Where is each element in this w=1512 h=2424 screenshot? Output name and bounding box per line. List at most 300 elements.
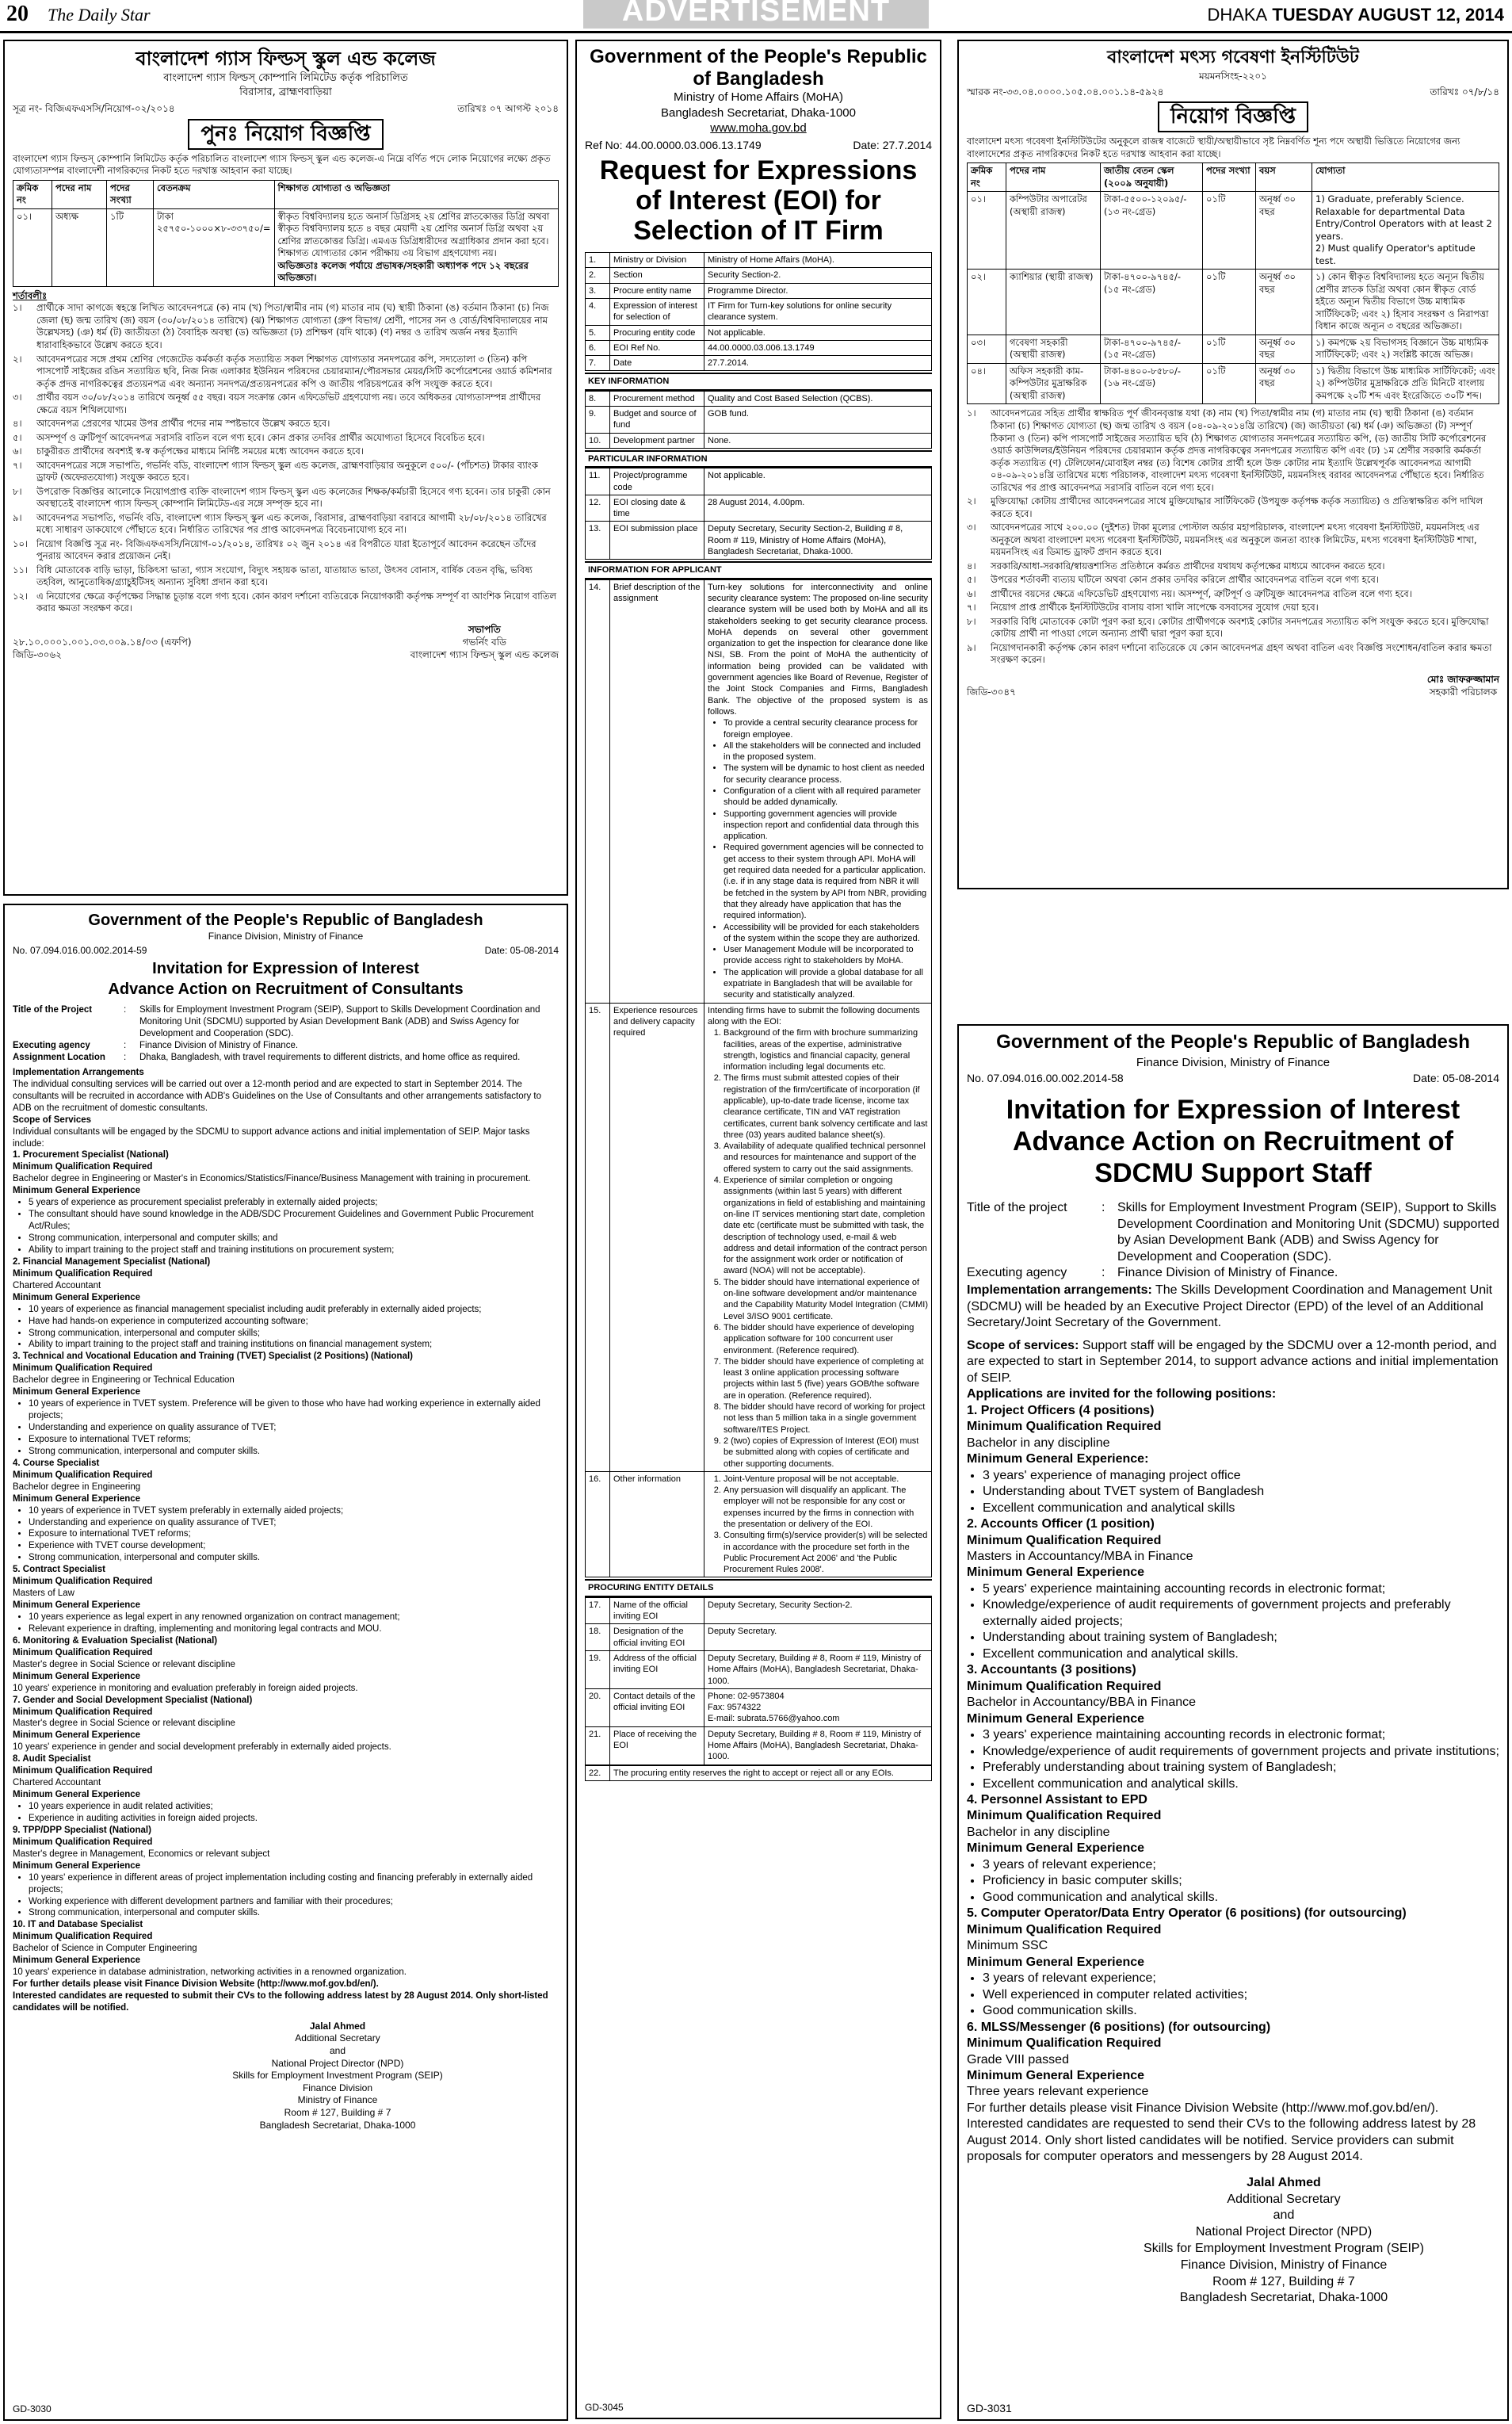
position-me-label: Minimum General Experience [13,1600,141,1611]
cell: Phone: 02-9573804 Fax: 9574322 E-mail: subrata.5766@yahoo.com [704,1688,932,1726]
position-experience-text: Three years relevant experience [967,2085,1149,2099]
ad5-positions [967,1403,1499,2101]
condition-number: ১০। [13,537,29,549]
condition-text: সরকারি বিধি মোতাবেক কোটা পূরণ করা হবে। কোটার প্রার্থীগণকে অবশ্যই কোটার সনদপত্রের সত্যায়িত কপি সংযুক্ত করতে হবে। মুক্তিযোদ্ধা কোটায় প্রার্থী না পাওয়া গেলে অন্যান্য প্রার্থী দ্বারা পূরণ করা হবে। [991,615,1489,640]
ad2-address: Bangladesh Secretariat, Dhaka-1000 [661,105,856,120]
cell: Ministry or Division [610,253,704,268]
ad1-code: জিডি-৩০৬২ [13,649,62,661]
ad4-interested: Interested candidates are requested to submit their CVs to the following address latest by 28 August 2014. Only short-listed candidates will be notified. [13,1991,548,2013]
experience: অভিজ্ঞতাঃ কলেজ পর্যায়ে প্রভাষক/সহকারী অধ্যাপক পদে ১২ বছরের অভিজ্ঞতা। [277,259,529,284]
signature-title: সভাপতি [468,623,501,635]
cell: কম্পিউটার অপারেটর (অস্থায়ী রাজস্ব) [1006,192,1101,270]
r14-intro: Turn-key solutions for interconnectivity and online security clearance system: The proposed on-line security clearance system will be used both by MoHA and all its stakeholders seeking to get security clearance process. MoHA depends on several other government organization to get the inspection for clearance done like NSI, SB. From the point of MoHA the authenticity of information being provided can be validated with government agencies like Board of Revenue, Register of the Joint Stock Companies and Firms, Bangladesh Bank. The objective of the proposed system is as follows. [708,582,928,717]
position-me-label: Minimum General Experience [13,1186,141,1196]
cell: Deputy Secretary, Security Section-2. [704,1597,932,1624]
condition-item [13,445,559,458]
r15-intro: Intending firms have to submit the following documents along with the EOI: [708,1005,920,1027]
position-title: 3. Accountants (3 positions) [967,1663,1136,1677]
list-item: 8. The bidder should have record of working for project not less than 5 million taka in a single government software/ITES Project. [724,1401,928,1436]
cell: GOB fund. [704,407,932,434]
table-row [586,1624,932,1651]
position-mq-text: Masters in Accountancy/MBA in Finance [967,1549,1193,1563]
ad1-sub1: বাংলাদেশ গ্যাস ফিল্ডস্ কোম্পানি লিমিটেড কর্তৃক পরিচালিত [163,72,408,85]
ad3-date: তারিখঃ ০৭/৮/১৪ [1430,86,1499,97]
ad1-table [13,180,559,287]
kv-sep: : [1102,1266,1105,1280]
list-item: • Knowledge/experience of audit requirements of government projects and preferably externally aided projects; [983,1597,1499,1630]
ad2-code: GD-3045 [585,2402,624,2414]
condition-number: ৪। [967,560,976,572]
list-item: 1. Joint-Venture proposal will be not acceptable. [724,1474,928,1485]
condition-number: ১১। [13,564,29,575]
ad1-title: বাংলাদেশ গ্যাস ফিল্ডস্ স্কুল এন্ড কলেজ [136,48,436,70]
condition-number: ২। [13,353,22,365]
condition-text: আবেদনপত্রের সাথে ২০০.০০ (দুইশত) টাকা মূল্যের পোস্টাল অর্ডার মহাপরিচালক, বাংলাদেশ মৎস্য গবেষণা ইনস্টিটিউট, ময়মনসিংহ এর অনুকূলে অথবা বাংলাদেশ মৎস্য গবেষণা ইনস্টিটিউট, ময়মনসিংহ এর অনুকূলে জনতা ব্যাংক লিমিটেড, মৎস্য গবেষণা ইনস্টিটিউট শাখা, ময়মনসিংহ এর ডিমান্ড ড্রাফট প্রদান করতে হবে। [991,522,1480,558]
position-me-label: Minimum General Experience [967,1955,1145,1969]
condition-number: ৫। [967,574,976,586]
kv-key: Executing agency [13,1041,90,1050]
ad4-positions [13,1149,559,1979]
position-experience-list [967,1727,1499,1792]
ad1-th: পদের সংখ্যা [107,180,154,208]
position-mq-label: Minimum Qualification Required [967,1922,1162,1937]
condition-text: এ নিয়োগের ক্ষেত্রে কর্তৃপক্ষের সিদ্ধান্ত চূড়ান্ত বলে গণ্য হবে। কোন কারণ দর্শানো ব্যতিরেকে নিয়োগকারী কর্তৃপক্ষ সম্পূর্ণ বা আংশিক নিয়োগ বাতিল করার ক্ষমতা সংরক্ষণ করে। [36,590,557,614]
signature-line: National Project Director (NPD) [1195,2225,1373,2239]
position-me-label: Minimum General Experience [967,2068,1145,2082]
condition-item [967,495,1499,520]
table-row [586,433,932,448]
ad5-no: No. 07.094.016.00.002.2014-58 [967,1071,1124,1084]
r16-list [708,1474,928,1576]
dateline-city: DHAKA [1207,5,1268,25]
position-me-label: Minimum General Experience [13,1493,141,1504]
list-item: • All the stakeholders will be connected and included in the proposed system. [724,740,928,763]
cell: Brief description of the assignment [610,579,704,1003]
ad4-further: For further details please visit Finance Division Website (http://www.mof.gov.bd/en/). [13,1979,379,1990]
cell: Address of the official inviting EOI [610,1650,704,1688]
condition-text: সরকারি/আধা-সরকারি/স্বায়ত্তশাসিত প্রতিষ্ঠানে কর্মরত প্রার্থীদের যথাযথ কর্তৃপক্ষের মাধ্যমে আবেদন করতে হবে। [991,560,1385,572]
list-item: 3. Availability of adequate qualified technical personnel and resources for maintenance and support of the offered system to carry out the said assignments. [724,1141,928,1175]
cell: টাকা-৪৪০০-৮৫৮০/- (১৬ নং-গ্রেড) [1101,363,1203,404]
table-row [968,363,1499,404]
cell: Ministry of Home Affairs (MoHA). [704,253,932,268]
table-row [13,208,559,286]
list-item: • Relevant experience in drafting, implementing and monitoring legal contracts and MOU. [29,1623,559,1635]
condition-item [13,486,559,510]
ad-moha-eoi [575,40,941,2419]
condition-text: উপরের শর্তাবলী ব্যত্যয় ঘটিলে অথবা কোন প্রকার তদবির করিলে প্রার্থীর আবেদনপত্র বাতিল বলে গণ্য হবে। [991,574,1379,586]
cell: 27.7.2014. [704,356,932,371]
kv-sep: : [1102,1201,1105,1215]
ad1-conditions-title: শর্তাবলীঃ [13,289,48,301]
cell: অনূর্ধ্ব ৩০ বছর [1256,335,1312,363]
cell: 16. [586,1471,610,1577]
position-me-label: Minimum General Experience [967,1711,1145,1726]
signature-title: সহকারী পরিচালক [1429,686,1498,698]
list-item: • Understanding and experience on quality assurance of TVET; [29,1517,559,1529]
position-me-label: Minimum General Experience [13,1292,141,1302]
list-item: • Experience with TVET course development; [29,1540,559,1552]
list-item: • Strong communication, interpersonal and computer skills; and [29,1233,559,1244]
position-mq-text: Chartered Accountant [13,1280,101,1290]
position-experience-text: 10 years' experience in gender and social development preferably in externally aided projects. [13,1742,391,1753]
list-item: 5. The bidder should have international experience of on-line software development and/or maintenance and the Capability Maturity Model Integration (CMMI) Level 3/ISO 9001 certificate. [724,1277,928,1322]
position-me-label: Minimum General Experience: [967,1452,1149,1466]
ad-gas-fields-school [3,40,568,896]
ad5-code: GD-3031 [967,2402,1012,2415]
ad-sdcmu-support-staff [957,1024,1509,2421]
position-title: 5. Computer Operator/Data Entry Operator (6 positions) (for outsourcing) [967,1906,1407,1921]
cell: Place of receiving the EOI [610,1726,704,1764]
table-row [586,1471,932,1577]
cell: IT Firm for Turn-key solutions for online security clearance system. [704,299,932,326]
cell: Security Section-2. [704,268,932,283]
list-item: • 10 years of experience in TVET system. Preference will be given to those who have had working experience in externally aided projects; [29,1398,559,1422]
list-item: • The consultant should have sound knowledge in the ADB/SDC Procurement Guidelines and Government Public Procurement Act/Rules; [29,1209,559,1233]
ad2-title: Government of the People's Republic of Bangladesh [590,46,927,90]
list-item: • Required government agencies will be connected to get access to their system through API. MoHA will get required data needed for a particular application. (i.e. if in any stage data is required from NBR it will be fetched in the system by API from NBR, providing that they already have application that has the required information). [724,842,928,921]
position-mq-text: Grade VIII passed [967,2052,1069,2067]
signature-line: Skills for Employment Investment Program (SEIP) [232,2070,443,2082]
kv-key: Assignment Location [13,1052,105,1062]
signature-line: National Project Director (NPD) [271,2057,404,2069]
position-experience-text: 10 years' experience in monitoring and evaluation preferably in foreign aided projects. [13,1683,358,1693]
position-mq-text: Bachelor in any discipline [967,1825,1110,1839]
position-title: 6. MLSS/Messenger (6 positions) (for outsourcing) [967,2020,1271,2034]
position-title: 4. Course Specialist [13,1458,100,1468]
cell: Other information [610,1471,704,1577]
kv-key: Title of the project [967,1201,1067,1215]
cell: 9. [586,407,610,434]
ad3-conditions [967,407,1499,666]
position-experience-list [13,1505,559,1565]
cell: ০১টি [1203,363,1256,404]
cell: Procure entity name [610,283,704,298]
cell: Development partner [610,433,704,448]
signature-line: Finance Division, Ministry of Finance [1180,2258,1388,2272]
ad-consultants-eoi [3,904,568,2421]
signature-line: Jalal Ahmed [1247,2175,1321,2189]
signature-line: বাংলাদেশ গ্যাস ফিল্ডস্ স্কুল এন্ড কলেজ [410,649,559,661]
ad4-project-info [13,1004,559,1064]
signature-line: Bangladesh Secretariat, Dhaka-1000 [1179,2291,1388,2305]
condition-item [13,418,559,430]
condition-text: প্রার্থীকে সাদা কাগজে স্বহস্তে লিখিত আবেদনপত্রে (ক) নাম (খ) পিতা/স্বামীর নাম (গ) মাতার নাম (ঘ) স্থায়ী ঠিকানা (ঙ) বর্তমান ঠিকানা (চ) নিজ জেলা (ছ) জন্ম তারিখ (জ) বয়স (৩০/০৮/২০১৪ তারিখে) (ঝ) শিক্ষাগত যোগ্যতা (গ্রুপ বিভাগ/ শ্রেণী, পাসের সন ও বোর্ড/বিশ্ববিদ্যালয়ের নাম উল্লেখসহ) (ঞ) ধর্ম (ট) জাতীয়তা (ঠ) বৈবাহিক অবস্থা (ড) অভিজ্ঞতা (ঢ) প্রশিক্ষণ (যদি থাকে) (ণ) নম্বর ও তারিখ অর্জন নম্বর ইত্যাদি ধারাবাহিকভাবে উল্লেখ করতে হবে। [36,302,549,350]
condition-text: নিয়োগ প্রাপ্ত প্রার্থীকে ইনস্টিটিউটের বাসায় বাসা খালি সাপেক্ষে বসবাসের সুযোগ দেয়া হবে। [991,602,1319,614]
list-item: • Preferably understanding about training system of Bangladesh; [983,1760,1499,1776]
signature-line: Additional Secretary [1227,2192,1341,2206]
ad3-table [967,162,1499,404]
ad1-th: শিক্ষাগত যোগ্যতা ও অভিজ্ঞতা [274,180,558,208]
ad2-table-key [585,391,932,449]
kv-key: Executing agency [967,1266,1067,1280]
masthead [0,0,1512,33]
table-row [968,335,1499,363]
cell: 6. [586,340,610,355]
list-item: • Exposure to international TVET reforms; [29,1434,559,1446]
dateline-date: TUESDAY AUGUST 12, 2014 [1272,5,1504,25]
cell: EOI submission place [610,522,704,560]
ad2-table-procuring [585,1597,932,1765]
condition-text: অসম্পূর্ণ ও ত্রুটিপূর্ণ আবেদনপত্র সরাসরি বাতিল বলে গণ্য হবে। কোন প্রকার তদবির প্রার্থীর অযোগ্যতা হিসেবে বিবেচিত হবে। [36,431,485,443]
list-item: • 5 years of experience as procurement specialist preferably in externally aided projects; [29,1197,559,1209]
condition-item [967,574,1499,587]
signature-line: গভর্নিং বডি [462,637,506,648]
ad5-impl-text: The Skills Development Coordination and Management Unit (SDCMU) will be headed by an Executive Project Director (EPD) of the level of an Additional Secretary/Joint Secretary of the Government. [967,1283,1493,1330]
list-item: • 10 years of experience in TVET system preferably in externally aided projects; [29,1505,559,1517]
condition-number: ৯। [13,511,22,523]
position-mq-label: Minimum Qualification Required [967,1533,1162,1547]
position-title: 2. Financial Management Specialist (National) [13,1256,211,1267]
cell: Date [610,356,704,371]
position-mq-text: Minimum SSC [967,1939,1048,1953]
cell: ০১। [968,192,1006,270]
ad2-heading: Request for Expressions of Interest (EOI) for Selection of IT Firm [599,155,918,247]
condition-item [967,602,1499,614]
position-mq-label: Minimum Qualification Required [13,1707,153,1717]
condition-number: ৬। [967,587,976,599]
cell: 15. [586,1003,610,1471]
condition-item [967,588,1499,601]
kv-sep: : [124,1052,127,1062]
condition-number: ১। [967,407,976,419]
condition-text: আবেদনপত্রের সঙ্গে সভাপতি, গভর্নিং বডি, বাংলাদেশ গ্যাস ফিল্ডস্ স্কুল এন্ড কলেজ, ব্রাহ্মণবাড়িয়ার অনুকূলে ৫০০/- (পাঁচশত) টাকার ব্যাংক ড্রাফট (অফেরতযোগ্য) সংযুক্ত করতে হবে। [36,459,538,484]
cell [704,1003,932,1471]
list-item: • Strong communication, interpersonal and computer skills. [29,1446,559,1458]
list-item: • Understanding about TVET system of Bangladesh [983,1484,1499,1500]
condition-text: বিধি মোতাবেক বাড়ি ভাড়া, চিকিৎসা ভাতা, গ্যাস সংযোগ, বিদ্যুৎ সহায়ক ভাতা, যাতায়াত ভাতা, উৎসব বোনাস, বার্ষিক বেতন বৃদ্ধি, ভবিষ্য তহবিল, আনুতোষিক/গ্র্যাচুইটিসহ অন্যান্য সুবিধা প্রদান করা হবে। [36,564,533,588]
ad4-code: GD-3030 [13,2403,52,2415]
position-mq-text: Bachelor degree in Engineering [13,1482,141,1492]
condition-item [13,354,559,391]
position-title: 9. TPP/DPP Specialist (National) [13,1825,151,1835]
table-row [586,325,932,340]
table-row [586,1726,932,1764]
list-item: • 10 years' experience in different areas of project implementation including costing and financing preferably in externally aided projects; [29,1872,559,1896]
cell: None. [704,433,932,448]
ad1-heading: পুনঃ নিয়োগ বিজ্ঞপ্তি [188,119,383,150]
position-mq-text: Master's degree in Management, Economics or relevant subject [13,1849,270,1859]
list-item: 7. The bidder should have experience of completing at least 3 online application processing software projects within last 5 (five) years GOB/the software are in operation. (Reference required). [724,1356,928,1401]
cell: Deputy Secretary, Building # 8, Room # 119, Ministry of Home Affairs (MoHA), Bangladesh Secretariat, Dhaka-1000. [704,1650,932,1688]
position-mq-label: Minimum Qualification Required [13,1647,153,1657]
cell: Section [610,268,704,283]
list-item: • Accessibility will be provided for each stakeholders of the system within the scope they are authorized. [724,922,928,945]
ad1-intro: বাংলাদেশ গ্যাস ফিল্ডস্ কোম্পানি লিমিটেড কর্তৃক পরিচালিত বাংলাদেশ গ্যাস ফিল্ডস্ স্কুল এন্ড কলেজ-এ নিম্নে বর্ণিত পদে লোক নিয়োগের লক্ষ্যে প্রকৃত যোগ্যতাসম্পন্ন বাংলাদেশী নাগরিকদের নিকট হতে দরখাস্ত আহবান করা যাচ্ছে। [13,152,551,177]
condition-item [13,538,559,563]
list-item: • The application will provide a global database for all expatriate in Bangladesh that will be available for security and statistically analyzed. [724,967,928,1001]
section-label: ADVERTISEMENT [583,0,929,29]
list-item: • Good communication skills. [983,2003,1499,2019]
position-title: 10. IT and Database Specialist [13,1920,143,1930]
condition-item [13,591,559,615]
ad3-th: ক্রমিক নং [968,163,1006,192]
cell: Deputy Secretary, Security Section-2, Building # 8, Room # 119, Ministry of Home Affairs (MoHA), Bangladesh Secretariat, Dhaka-1000. [704,522,932,560]
position-title: 8. Audit Specialist [13,1754,91,1764]
cell: Programme Director. [704,283,932,298]
kv-key: Title of the Project [13,1005,93,1015]
list-item: • 10 years experience as legal expert in any renowned organization on contract management; [29,1612,559,1623]
ad4-title: Government of the People's Republic of Bangladesh [88,912,483,929]
cell: 22. [586,1765,610,1780]
list-item: • Strong communication, interpersonal and computer skills; [29,1328,559,1340]
list-item: • Understanding and experience on quality assurance of TVET; [29,1422,559,1434]
cell: Not applicable. [704,325,932,340]
ad4-scope-title: Scope of Services [13,1115,92,1125]
position-me-label: Minimum General Experience [967,1841,1145,1856]
cell: অনূর্ধ্ব ৩০ বছর [1256,363,1312,404]
table-row [586,283,932,298]
position-mq-text: Bachelor degree in Engineering or Master's in Economics/Statistics/Finance/Business Management with training in procurement. [13,1174,531,1184]
ad3-intro: বাংলাদেশ মৎস্য গবেষণা ইনস্টিটিউটের অনুকূলে রাজস্ব বাজেটে স্থায়ী/অস্থায়ীভাবে সৃষ্ট নিম্নবর্ণিত শূন্য পদে অস্থায়ী ভিত্তিতে নিয়োগের জন্য বাংলাদেশের প্রকৃত নাগরিকদের নিকট হতে দরখাস্ত আহবান করা যাচ্ছে। [967,136,1460,159]
cell: ০১টি [1203,335,1256,363]
list-item: • 3 years' experience maintaining accounting records in electronic format; [983,1727,1499,1743]
ad2-procuring-details: PROCURING ENTITY DETAILS [585,1579,932,1596]
list-item: 3. Consulting firm(s)/service provider(s) will be selected in accordance with the procedure set forth in the Public Procurement Act 2006' and 'the Public Procurement Rules 2008'. [724,1530,928,1575]
list-item: • Excellent communication and analytical skills [983,1501,1499,1516]
condition-text: আবেদনপত্র প্রেরণের খামের উপর প্রার্থীর পদের নাম স্পষ্টভাবে উল্লেখ করতে হবে। [36,418,330,430]
signature-line: Room # 127, Building # 7 [284,2107,391,2119]
cell: অনূর্ধ্ব ৩০ বছর [1256,192,1312,270]
cell: Project/programme code [610,468,704,495]
list-item: • To provide a central security clearance process for foreign employee. [724,717,928,740]
position-title: 4. Personnel Assistant to EPD [967,1793,1147,1807]
cell: 10. [586,433,610,448]
kv-value: Skills for Employment Investment Program (SEIP), Support to Skills Development Coordination and Monitoring Unit (SDCMU) supported by Asian Development Bank (ADB) and Swiss Agency for Development and Cooperation (SDC). [139,1005,540,1039]
ad3-th: যোগ্যতা [1312,163,1499,192]
table-row [586,1765,932,1780]
position-mq-label: Minimum Qualification Required [13,1162,153,1172]
list-item: 1. Background of the firm with brochure summarizing facilities, areas of the expertise, administrative strength, logistics and financial capacity, general information including legal documents etc. [724,1027,928,1072]
list-item: 2. The firms must submit attested copies of their registration of the firm/certificate of incorporation (if applicable), up-to-date trade license, income tax clearance certificate, TIN and VAT registration certificates, current bank solvency certificate and last three (03) years audited balance sheet(s). [724,1072,928,1141]
condition-number: ৩। [13,392,22,403]
cell: গবেষণা সহকারী (অস্থায়ী রাজস্ব) [1006,335,1101,363]
position-mq-text: Bachelor in Accountancy/BBA in Finance [967,1696,1197,1710]
ad3-th: বয়স [1256,163,1312,192]
kv-row [13,1040,559,1052]
signature-name: মোঃ জাফরুজ্জামান [1426,673,1499,685]
ad1-th: বেতনক্রম [154,180,275,208]
condition-text: চাকুরীরত প্রার্থীদের অবশ্যই স্ব-স্ব কর্তৃপক্ষের মাধ্যমে নির্দিষ্ট সময়ের মধ্যে আবেদন করতে হবে। [36,445,364,457]
ad4-scope-text: Individual consultants will be engaged by the SDCMU to support advance actions and initial implementation of SEIP. Major tasks include: [13,1126,530,1149]
list-item: • Exposure to international TVET reforms; [29,1528,559,1540]
cell: Deputy Secretary. [704,1624,932,1651]
ad2-website[interactable]: www.moha.gov.bd [710,121,807,136]
list-item: • Excellent communication and analytical skills. [983,1646,1499,1662]
ad5-scope-label: Scope of services: [967,1338,1079,1352]
cell: ক্যাশিয়ার (স্থায়ী রাজস্ব) [1006,270,1101,335]
list-item: • Proficiency in basic computer skills; [983,1873,1499,1889]
cell: Budget and source of fund [610,407,704,434]
cell: 44.00.0000.03.006.13.1749 [704,340,932,355]
position-experience-list [13,1612,559,1635]
signature-line: and [329,2045,346,2057]
cell [704,579,932,1003]
ad1-ref: সূত্র নং- বিজিএফএসসি/নিয়োগ-০২/২০১৪ [13,103,175,115]
cell: EOI closing date & time [610,495,704,522]
list-item: • 10 years experience in audit related activities; [29,1801,559,1813]
position-experience-list [967,1468,1499,1516]
condition-item [967,522,1499,559]
ad5-title: Government of the People's Republic of Bangladesh [996,1031,1470,1053]
cell: ০১। [13,208,52,286]
signature-line: Additional Secretary [295,2032,380,2044]
condition-item [13,512,559,537]
list-item: • Good communication and analytical skills. [983,1890,1499,1906]
cell: 1) Graduate, preferably Science. Relaxable for departmental Data Entry/Control Operators with at least 2 years. 2) Must qualify Operator's aptitude test. [1312,192,1499,270]
position-mq-label: Minimum Qualification Required [967,1809,1162,1823]
position-me-label: Minimum General Experience [13,1956,141,1966]
ad4-no: No. 07.094.016.00.002.2014-59 [13,944,147,956]
ad4-heading1: Invitation for Expression of Interest [152,960,419,978]
ad4-sub: Finance Division, Ministry of Finance [208,931,364,942]
condition-text: নিয়োগ বিজ্ঞপ্তি সূত্র নং- বিজিএফএসসি/নিয়োগ-০১/২০১৪, তারিখঃ ০২ জুন ২০১৪ এর বিপরীতে যারা ইতোপূর্বে আবেদন করেছেন তাঁদের পুনরায় আবেদন করার প্রয়োজন নেই। [36,537,536,562]
condition-number: ৯। [967,641,976,653]
cell: ১) কোন স্বীকৃত বিশ্ববিদ্যালয় হতে অন্যূন দ্বিতীয় শ্রেণীর স্নাতক ডিগ্রি অথবা কোন স্বীকৃত বোর্ড হইতে অন্যূন দ্বিতীয় বিভাগে উচ্চ মাধ্যমিক সার্টিফিকেট; এবং ২) হিসাব সংরক্ষণ ও নিরাপত্তা বিধান কাজে অন্যূন ৩ বছরের অভিজ্ঞতা। [1312,270,1499,335]
cell: Designation of the official inviting EOI [610,1624,704,1651]
signature-line: and [1273,2208,1295,2223]
position-title: 1. Project Officers (4 positions) [967,1403,1155,1417]
list-item: • Excellent communication and analytical skills. [983,1776,1499,1792]
cell: 12. [586,495,610,522]
kv-sep: : [124,1041,127,1050]
r15-list [708,1027,928,1470]
dateline [1207,5,1504,25]
position-mq-text: Master's degree in Social Science or relevant discipline [13,1659,235,1669]
cell: 4. [586,299,610,326]
position-me-label: Minimum General Experience [13,1730,141,1741]
list-item: • Understanding about training system of Bangladesh; [983,1630,1499,1646]
condition-number: ৭। [967,602,976,614]
cell: 13. [586,522,610,560]
position-me-label: Minimum General Experience [13,1387,141,1397]
cell: টাকা-৫৫০০-১২০৯৫/- (১৩ নং-গ্রেড) [1101,192,1203,270]
condition-item [967,560,1499,573]
table-row [586,356,932,371]
cell: 20. [586,1688,610,1726]
position-me-label: Minimum General Experience [967,1566,1145,1580]
position-experience-list [967,1581,1499,1662]
position-experience-list [13,1398,559,1458]
ad2-info-applicant: INFORMATION FOR APPLICANT [585,561,932,579]
table-row [586,1597,932,1624]
ad4-heading2: Advance Action on Recruitment of Consultants [108,981,464,999]
cell: অফিস সহকারী কাম-কম্পিউটার মুদ্রাক্ষরিক (অস্থায়ী রাজস্ব) [1006,363,1101,404]
position-me-label: Minimum General Experience [13,1860,141,1871]
table-row [586,407,932,434]
position-mq-text: Bachelor degree in Engineering or Technical Education [13,1375,235,1386]
kv-value: Finance Division of Ministry of Finance. [139,1041,299,1050]
cell: Procuring entity code [610,325,704,340]
condition-number: ১২। [13,590,29,602]
list-item: • 5 years' experience maintaining accounting records in electronic format; [983,1581,1499,1597]
signature-line: Skills for Employment Investment Program (SEIP) [1144,2241,1424,2255]
cell: ০১টি [1203,270,1256,335]
position-mq-label: Minimum Qualification Required [13,1577,153,1587]
condition-number: ৪। [13,418,22,430]
kv-value: Finance Division of Ministry of Finance. [1117,1266,1338,1280]
table-row [586,299,932,326]
condition-item [13,432,559,445]
cell [704,1471,932,1577]
ad4-date: Date: 05-08-2014 [484,944,559,956]
ad5-apps: Applications are invited for the following positions: [967,1387,1277,1401]
list-item: • Supporting government agencies will provide inspection report and confidential data through this application. [724,809,928,843]
cell: Not applicable. [704,468,932,495]
signature-line: Ministry of Finance [297,2094,378,2106]
ad1-th: পদের নাম [52,180,107,208]
cell: ০৪। [968,363,1006,404]
